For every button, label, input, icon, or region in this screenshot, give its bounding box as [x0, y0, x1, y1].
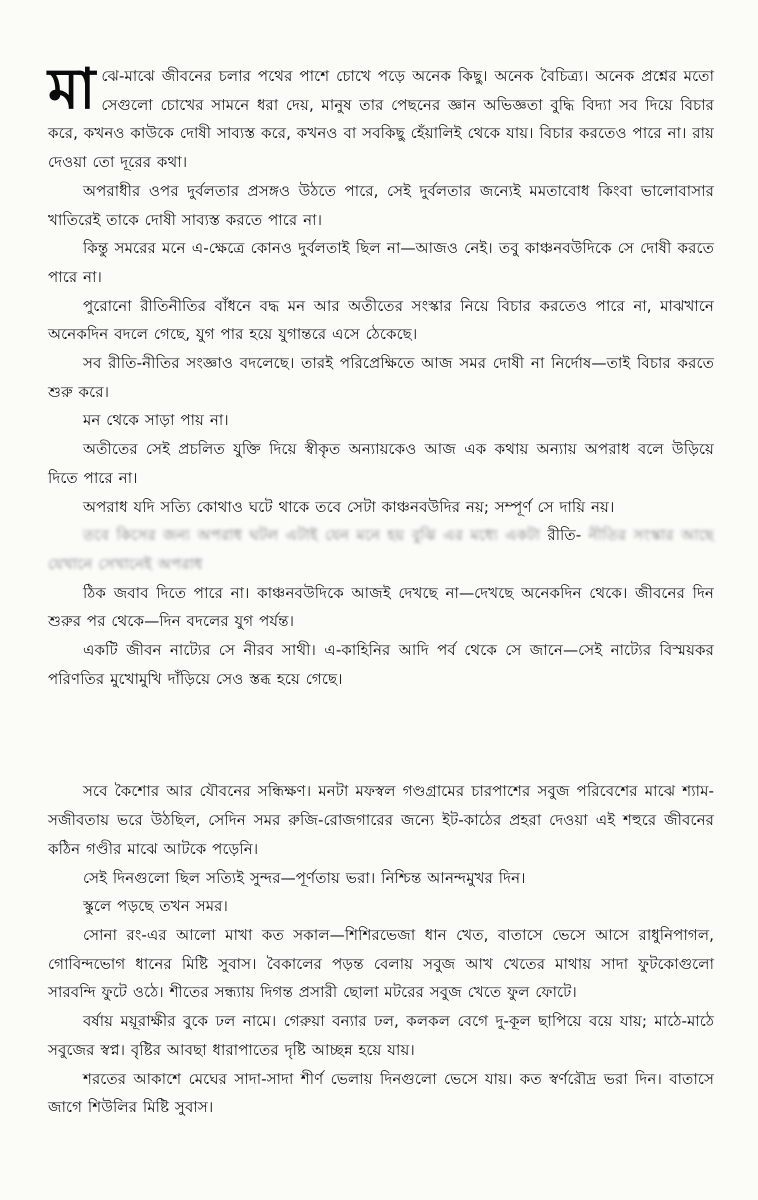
paragraph: সেই দিনগুলো ছিল সত্যিই সুন্দর—পূর্ণতায় ভরা। নিশ্চিন্ত আনন্দমুখর দিন। — [82, 868, 526, 887]
paragraph: স্কুলে পড়ছে তখন সমর। — [82, 897, 228, 916]
paragraph: সবে কৈশোর আর যৌবনের সন্ধিক্ষণ। মনটা মফস্বল গণ্ডগ্রামের চারপাশের সবুজ পরিবেশের মাঝে শ্যাম-সজীবতায় ভরে উঠছিল, সেদিন সমর রুজি-রোজগারের জন্যে ইট-কাঠের প্রহরা দেওয়া এই শহুরে জীবনের কঠিন গণ্ডীর মাঝে আটকে পড়েনি। — [48, 782, 714, 858]
section-one — [48, 56, 714, 693]
paragraph: ঠিক জবাব দিতে পারে না। কাঞ্চনবউদিকে আজই দেখছে না—দেখছে অনেকদিন থেকে। জীবনের দিন শুরুর পর থেকে—দিন বদলের যুগ পর্যন্ত। — [48, 583, 714, 631]
paragraph: শরতের আকাশে মেঘের সাদা-সাদা শীর্ণ ভেলায় দিনগুলো ভেসে যায়। কত স্বর্ণরৌদ্র ভরা দিন। বাতাসে জাগে শিউলির মিষ্টি সুবাস। — [48, 1069, 714, 1117]
paragraph: মন থেকে সাড়া পায় না। — [82, 411, 229, 430]
faded-text: নীতির সংস্কার আছে যেখানে সেখানেই অপরাধ — [48, 526, 714, 573]
paragraph: সোনা রং-এর আলো মাখা কত সকাল—শিশিরভেজা ধান খেত, বাতাসে ভেসে আসে রাধুনিপাগল, গোবিন্দভোগ ধানের মিষ্টি সুবাস। বৈকালের পড়ন্ত বেলায় সবুজ আখ খেতের মাথায় সাদা ফুটকোগুলো সারবন্দি ফুটে ওঠে। শীতের সন্ধ্যায় দিগন্ত প্রসারী ছোলা মটরের সবুজ খেতে ফুল ফোটে। — [48, 925, 714, 1002]
opening-paragraph-text: ঝে-মাঝে জীবনের চলার পথের পাশে চোখে পড়ে অনেক কিছু। অনেক বৈচিত্র্য। অনেক প্রশ্নের মতো সেগুলো চোখের সামনে ধরা দেয়, মানুষ তার পেছনের জ্ঞান অভিজ্ঞতা বুদ্ধি বিদ্যা সব দিয়ে বিচার করে, কখনও কাউকে দোষী সাব্যস্ত করে, কখনও বা সবকিছু হেঁয়ালিই থেকে যায়। বিচার করতেও পারে না। রায় দেওয়া তো দূরের কথা। — [48, 67, 714, 172]
paragraph: অপরাধীর ওপর দুর্বলতার প্রসঙ্গও উঠতে পারে, সেই দুর্বলতার জন্যেই মমতাবোধ কিংবা ভালোবাসার খাতিরেই তাকে দোষী সাব্যস্ত করতে পারে না। — [48, 181, 714, 229]
paragraph: সব রীতি-নীতির সংজ্ঞাও বদলেছে। তারই পরিপ্রেক্ষিতে আজ সমর দোষী না নির্দোষ—তাই বিচার করতে শুরু করে। — [48, 354, 714, 401]
paragraph: কিন্তু সমরের মনে এ-ক্ষেত্রে কোনও দুর্বলতাই ছিল না—আজও নেই। তবু কাঞ্চনবউদিকে সে দোষী করতে পারে না। — [48, 239, 714, 286]
paragraph: অপরাধ যদি সত্যি কোথাও ঘটে থাকে তবে সেটা কাঞ্চনবউদির নয়; সম্পূর্ণ সে দায়ি নয়। — [82, 497, 615, 516]
paragraph: বর্ষায় ময়ূরাক্ষীর বুকে ঢল নামে। গেরুয়া বন্যার ঢল, কলকল বেগে দু-কূল ছাপিয়ে বয়ে যায়; মাঠে-মাঠে সবুজের স্বপ্ন। বৃষ্টির আবছা ধারাপাতের দৃষ্টি আচ্ছন্ন হয়ে যায়। — [48, 1012, 714, 1059]
section-two — [48, 777, 714, 1121]
paragraph: অতীতের সেই প্রচলিত যুক্তি দিয়ে স্বীকৃত অন্যায়কেও আজ এক কথায় অন্যায় অপরাধ বলে উড়িয়ে দিতে পারে না। — [48, 440, 714, 487]
faded-text: তবে কিসের জন্য অপরাধ ঘটল এটাই যেন মনে হয় বুঝি এর মধ্যে একটা — [82, 526, 541, 545]
drop-cap: মা — [48, 56, 96, 122]
paragraph: পুরোনো রীতিনীতির বাঁধনে বদ্ধ মন আর অতীতের সংস্কার নিয়ে বিচার করতেও পারে না, মাঝখানে অনেকদিন বদলে গেছে, যুগ পার হয়ে যুগান্তরে এসে ঠেকেছে। — [48, 296, 714, 344]
section-break — [48, 693, 714, 777]
paragraph: একটি জীবন নাট্যের সে নীরব সাথী। এ-কাহিনির আদি পর্ব থেকে সে জানে—সেই নাট্যের বিস্ময়কর পরিণতির মুখোমুখি দাঁড়িয়ে সেও স্তব্ধ হয়ে গেছে। — [48, 641, 714, 688]
legible-text: রীতি- — [547, 526, 582, 545]
faded-print-paragraph — [48, 521, 714, 578]
opening-paragraph — [48, 56, 714, 177]
